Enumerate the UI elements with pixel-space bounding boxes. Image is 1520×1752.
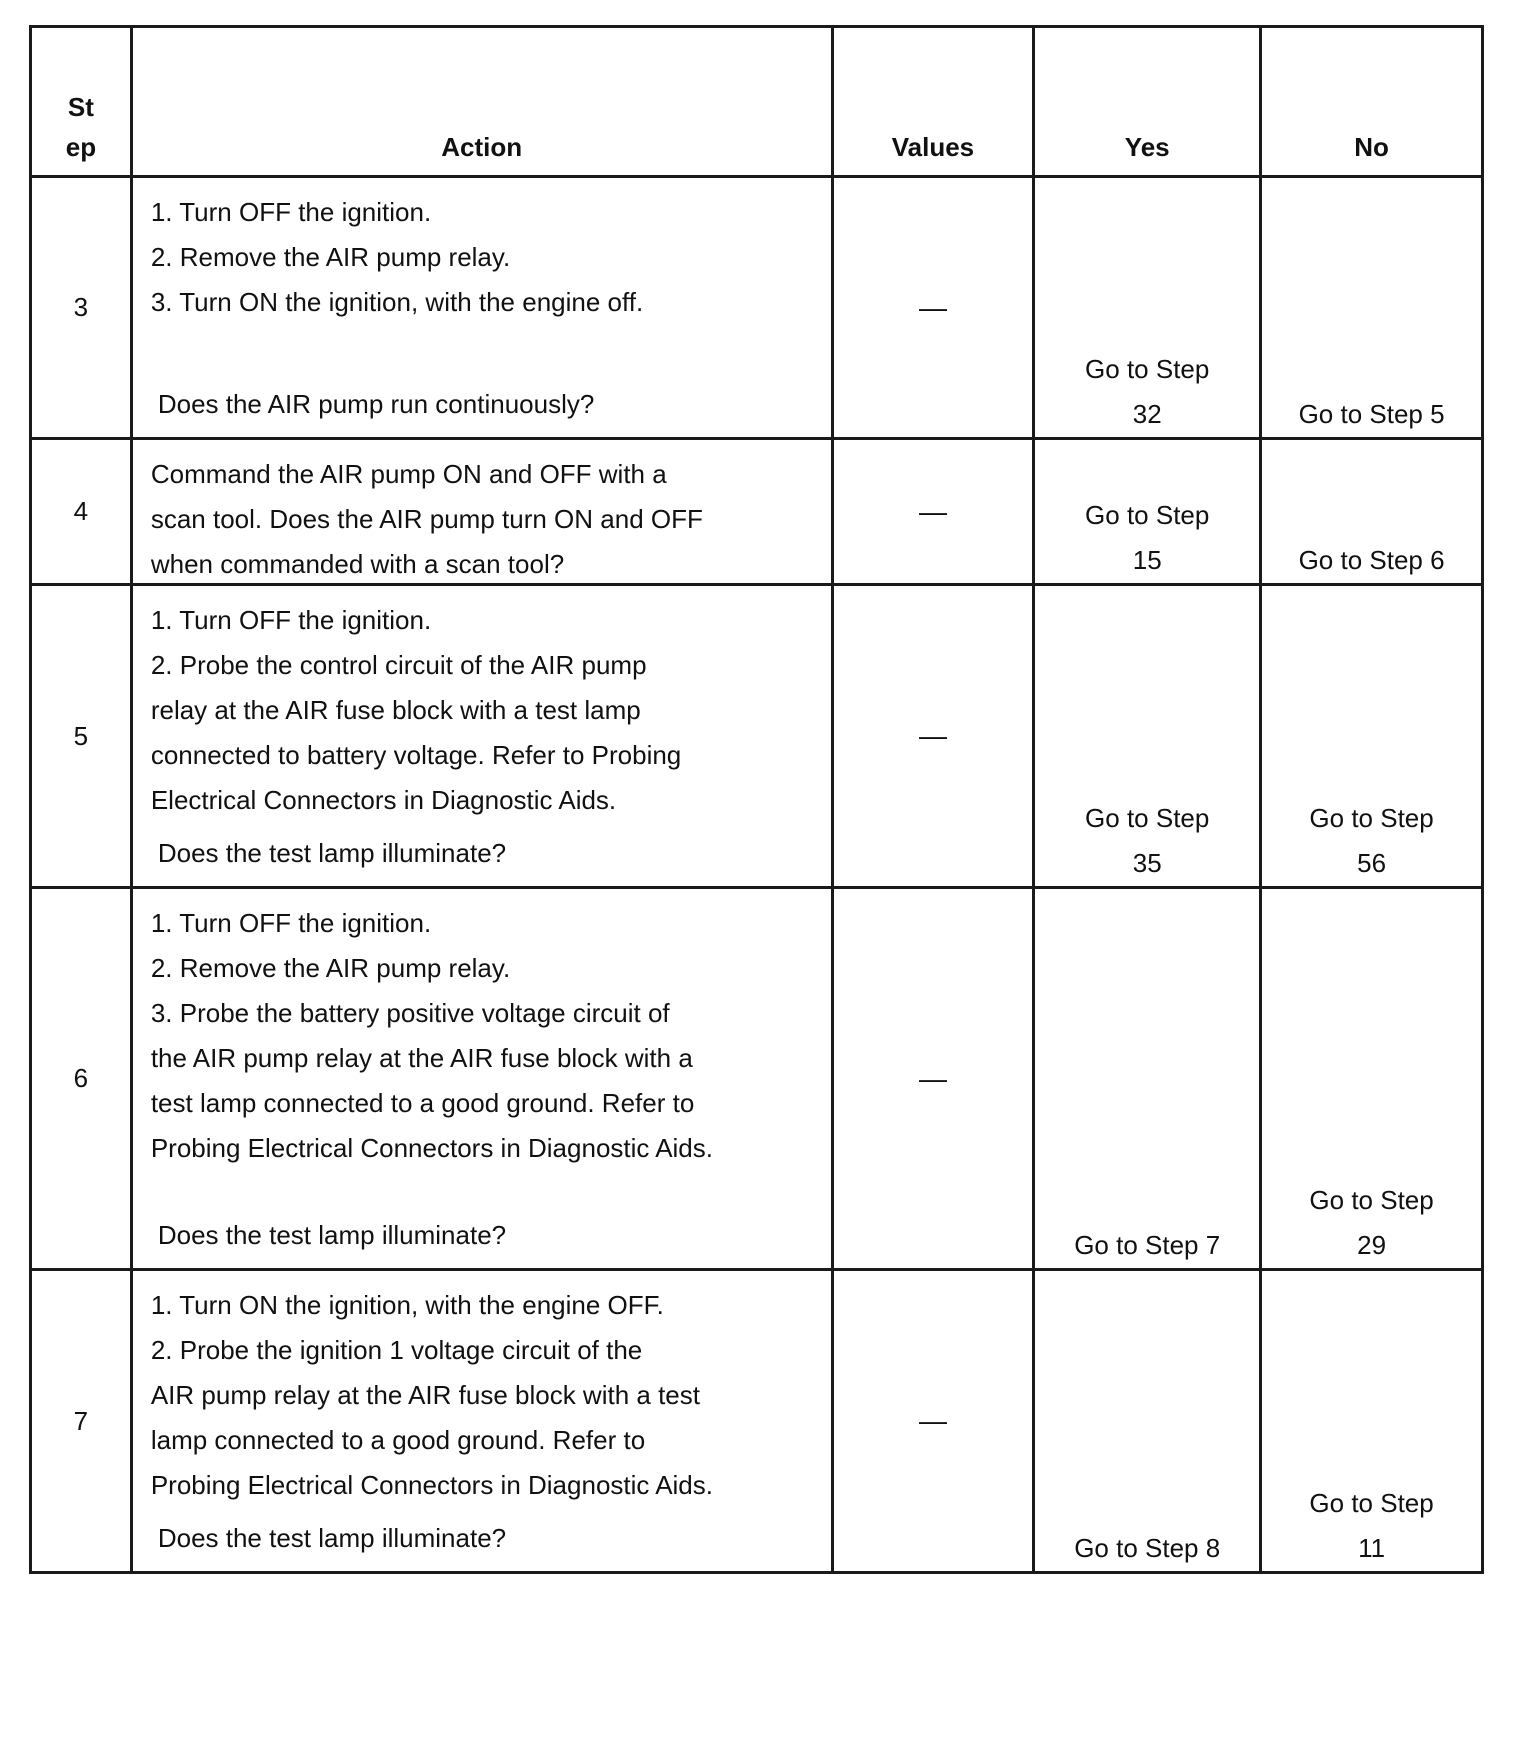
value-dash: —: [918, 1062, 947, 1094]
yes-goto-line2: Go to Step 7: [1074, 1230, 1221, 1260]
action-line: 2. Remove the AIR pump relay.: [150, 953, 511, 983]
action-line: 2. Probe the control circuit of the AIR pump: [150, 650, 647, 680]
action-line: Probing Electrical Connectors in Diagnostic Aids.: [150, 1133, 713, 1163]
values-cell: [832, 177, 1034, 439]
yes-goto-line1: Go to Step: [1085, 500, 1210, 530]
value-dash: —: [918, 291, 947, 323]
diagnostic-table: [29, 25, 1484, 1574]
no-goto-line2: 29: [1357, 1230, 1387, 1260]
no-goto-line1: Go to Step: [1309, 1185, 1434, 1215]
step-number: 3: [31, 177, 132, 439]
no-goto-line2: Go to Step 6: [1298, 545, 1445, 575]
action-line: 3. Probe the battery positive voltage circuit of: [150, 998, 670, 1028]
no-goto-line2: 56: [1357, 848, 1387, 878]
yes-cell: [1034, 1270, 1261, 1573]
no-goto-line2: Go to Step 5: [1298, 399, 1445, 429]
no-cell: [1261, 1270, 1483, 1573]
yes-goto-line1: [1035, 1481, 1259, 1526]
action-line: 3. Turn ON the ignition, with the engine off.: [150, 287, 644, 317]
action-line: Probing Electrical Connectors in Diagnostic Aids.: [150, 1470, 713, 1500]
no-cell: [1261, 177, 1483, 439]
yes-cell: [1034, 888, 1261, 1270]
action-cell: [131, 177, 832, 439]
header-step-line1: St: [67, 92, 94, 122]
action-line: 2. Probe the ignition 1 voltage circuit of the: [150, 1335, 643, 1365]
values-cell: [832, 1270, 1034, 1573]
action-line: AIR pump relay at the AIR fuse block with a test: [150, 1380, 700, 1410]
header-step-line2: ep: [65, 132, 97, 162]
value-dash: —: [918, 495, 947, 527]
step-number: 7: [31, 1270, 132, 1573]
yes-cell: [1034, 177, 1261, 439]
action-line: 1. Turn OFF the ignition.: [150, 197, 432, 227]
no-cell: [1261, 585, 1483, 888]
no-goto-line1: Go to Step: [1309, 1488, 1434, 1518]
table-row: [31, 888, 1483, 1270]
action-line: 1. Turn OFF the ignition.: [150, 605, 432, 635]
action-line: the AIR pump relay at the AIR fuse block with a: [150, 1043, 693, 1073]
action-line: 2. Remove the AIR pump relay.: [150, 242, 511, 272]
action-question: Does the test lamp illuminate?: [157, 1523, 507, 1553]
table-row: [31, 585, 1483, 888]
action-line: scan tool. Does the AIR pump turn ON and OFF: [150, 504, 703, 534]
yes-goto-line1: Go to Step: [1085, 803, 1210, 833]
header-action: Action: [131, 27, 832, 177]
yes-cell: [1034, 439, 1261, 585]
values-cell: [832, 439, 1034, 585]
table-row: [31, 177, 1483, 439]
header-row: [31, 27, 1483, 177]
values-cell: [832, 888, 1034, 1270]
no-goto-line1: [1262, 493, 1481, 538]
no-goto-line2: 11: [1358, 1533, 1386, 1563]
step-number: 6: [31, 888, 132, 1270]
value-dash: —: [918, 1405, 947, 1436]
action-line: relay at the AIR fuse block with a test lamp: [150, 695, 641, 725]
header-values: Values: [832, 27, 1034, 177]
action-question: Does the test lamp illuminate?: [157, 1220, 507, 1250]
yes-goto-line1: Go to Step: [1085, 354, 1210, 384]
header-yes: Yes: [1034, 27, 1261, 177]
header-step: [31, 27, 132, 177]
yes-goto-line1: [1035, 1178, 1259, 1223]
action-cell: [131, 585, 832, 888]
header-no: No: [1261, 27, 1483, 177]
table-row: [31, 439, 1483, 585]
values-cell: [832, 585, 1034, 888]
yes-cell: [1034, 585, 1261, 888]
no-goto-line1: [1262, 347, 1481, 392]
no-cell: [1261, 888, 1483, 1270]
action-question: Does the AIR pump run continuously?: [157, 389, 595, 419]
table-row: [31, 1270, 1483, 1573]
step-number: 5: [31, 585, 132, 888]
yes-goto-line2: 32: [1132, 399, 1162, 429]
action-line: 1. Turn OFF the ignition.: [150, 908, 432, 938]
action-cell: [131, 439, 832, 585]
action-question: Does the test lamp illuminate?: [157, 838, 507, 868]
yes-goto-line2: Go to Step 8: [1074, 1533, 1221, 1563]
no-cell: [1261, 439, 1483, 585]
step-number: 4: [31, 439, 132, 585]
value-dash: —: [918, 720, 947, 751]
yes-goto-line2: 15: [1132, 545, 1162, 575]
action-line: Command the AIR pump ON and OFF with a: [150, 459, 667, 489]
action-line: connected to battery voltage. Refer to Probing: [150, 740, 682, 770]
action-line: 1. Turn ON the ignition, with the engine OFF.: [150, 1290, 664, 1320]
action-line: lamp connected to a good ground. Refer to: [150, 1425, 646, 1455]
action-line: Electrical Connectors in Diagnostic Aids.: [150, 785, 617, 815]
action-cell: [131, 888, 832, 1270]
action-line: test lamp connected to a good ground. Refer to: [150, 1088, 695, 1118]
no-goto-line1: Go to Step: [1309, 803, 1434, 833]
yes-goto-line2: 35: [1132, 848, 1162, 878]
action-cell: [131, 1270, 832, 1573]
action-line: when commanded with a scan tool?: [150, 549, 565, 579]
